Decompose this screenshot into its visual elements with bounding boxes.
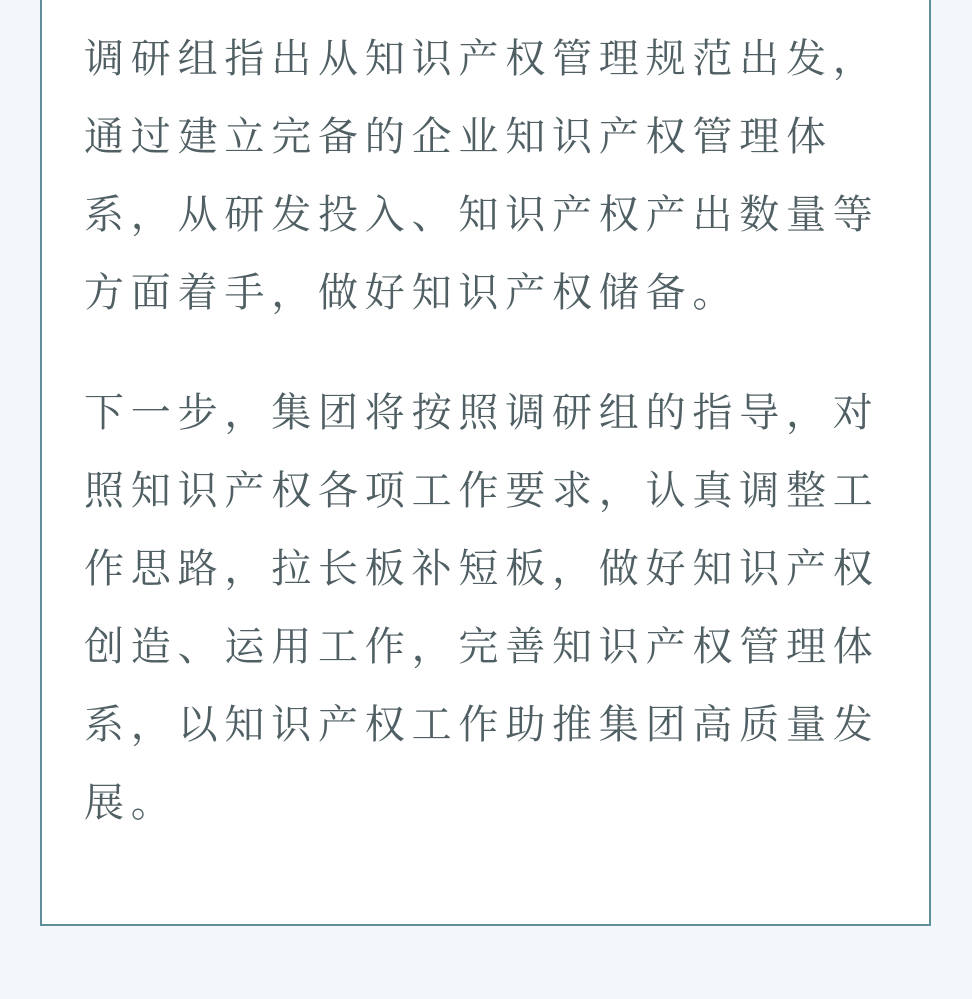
article-paragraph-1: 调研组指出从知识产权管理规范出发，通过建立完备的企业知识产权管理体系，从研发投入、知识产权产出数量等方面着手，做好知识产权储备。 [84, 36, 880, 316]
article-paragraph-2: 下一步，集团将按照调研组的指导，对照知识产权各项工作要求，认真调整工作思路，拉长板补短板，做好知识产权创造、运用工作，完善知识产权管理体系，以知识产权工作助推集团高质量发展。 [84, 390, 880, 826]
